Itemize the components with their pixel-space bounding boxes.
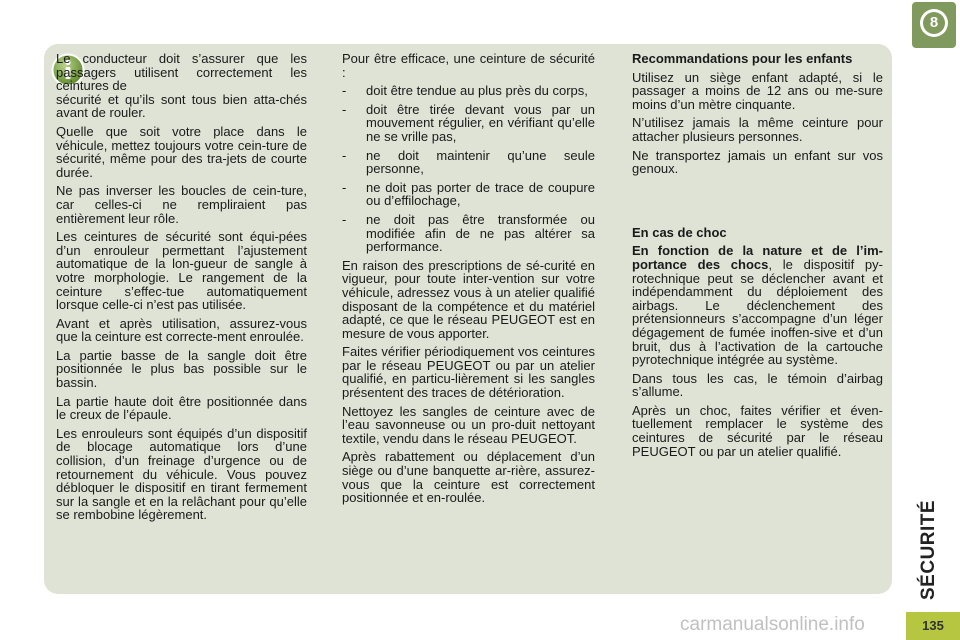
list-marker: - [342, 101, 347, 117]
bold-lead: En fonction de la nature et de l’im-portance des chocs [632, 243, 883, 272]
paragraph: Faites vérifier périodiquement vos ceintures par le réseau PEUGEOT ou par un atelier qualifié, en particu-lièrement si les sangles présentent des traces de détérioration. [342, 344, 595, 401]
list-marker: - [342, 211, 347, 227]
chapter-badge [912, 2, 956, 48]
paragraph-impact [632, 244, 883, 366]
list-item [342, 213, 595, 254]
paragraph: Ne pas inverser les boucles de cein-ture, car celles-ci ne rempliraient pas entièrement leur rôle. [56, 183, 307, 226]
chapter-circle [920, 9, 948, 37]
paragraph: Après un choc, faites vérifier et éven-tuellement remplacer le système des ceintures de sécurité par le réseau PEUGEOT ou par un atelier qualifié. [632, 402, 883, 459]
paragraph: N’utilisez jamais la même ceinture pour attacher plusieurs personnes. [632, 115, 883, 144]
list-marker: - [342, 179, 347, 195]
paragraph: La partie basse de la sangle doit être positionnée le plus bas possible sur le bassin. [56, 347, 307, 391]
page-number: 135 [906, 612, 960, 640]
requirements-list [342, 84, 595, 254]
list-intro: Pour être efficace, une ceinture de sécurité : [342, 51, 595, 80]
chapter-number: 8 [923, 12, 945, 34]
spacer [632, 181, 883, 226]
column-2 [342, 52, 595, 510]
list-item-text: ne doit maintenir qu’une seule personne, [366, 147, 595, 177]
intro-text: Le conducteur doit s’assurer que les passagers utilisent correctement les ceintures de [56, 51, 307, 94]
paragraph: Dans tous les cas, le témoin d’airbag s’allume. [632, 370, 883, 400]
list-item [342, 84, 595, 98]
paragraph: Nettoyez les sangles de ceinture avec de l’eau savonneuse ou un pro-duit nettoyant textile, vendu dans le réseau PEUGEOT. [342, 403, 595, 446]
paragraph: Les ceintures de sécurité sont équi-pées d’un enrouleur permettant l’ajustement automatique de la lon-gueur de sangle à votre morphologie. Le rangement de la ceinture s’effec-tue automatiquement lorsque celle-ci n’est pas utilisée. [56, 229, 307, 313]
column-1 [56, 52, 307, 527]
list-item-text: doit être tirée devant vous par un mouvement régulier, en vérifiant qu’elle ne se vrille pas, [366, 101, 595, 144]
heading-children: Recommandations pour les enfants [632, 51, 853, 66]
heading-impact: En cas de choc [632, 224, 727, 240]
paragraph: Ne transportez jamais un enfant sur vos genoux. [632, 147, 883, 177]
list-item-text: ne doit pas être transformée ou modifiée afin de ne pas altérer sa performance. [366, 211, 595, 255]
paragraph: La partie haute doit être positionnée dans le creux de l’épaule. [56, 393, 307, 423]
paragraph: Utilisez un siège enfant adapté, si le passager a moins de 12 ans ou me-sure moins d’un mètre cinquante. [632, 69, 883, 112]
watermark: carmanualsonline.info [680, 614, 865, 635]
list-item [342, 103, 595, 144]
paragraph: Les enrouleurs sont équipés d’un dispositif de blocage automatique lors d’une collision, d’un freinage d’urgence ou de retournement du véhicule. Vous pouvez débloquer le dispositif en tirant fermement sur la sangle et en la relâchant pour qu’elle se rembobine légèrement. [56, 425, 307, 523]
list-item-text: doit être tendue au plus près du corps, [366, 83, 588, 99]
list-marker: - [342, 147, 347, 163]
section-title: SÉCURITÉ [918, 499, 939, 600]
lead-rest: , le dispositif py-rotechnique peut se déclencher avant et indépendamment du déploiement des airbags. Le déclenchement des prétensionneurs s’accompagne d’un léger dégagement de fumée inoffen-sive et d’un bruit, dus à l’activation de la cartouche pyrotechnique intégrée au système. [632, 256, 883, 368]
list-item [342, 149, 595, 176]
list-item-text: ne doit pas porter de trace de coupure ou d’effilochage, [366, 179, 595, 209]
list-marker: - [342, 83, 347, 99]
paragraph: Après rabattement ou déplacement d’un siège ou d’une banquette ar-rière, assurez-vous que la ceinture est correctement positionnée et en-roulée. [342, 449, 595, 506]
column-3 [632, 52, 883, 463]
intro-rest: sécurité et qu’ils sont tous bien atta-chés avant de rouler. [56, 91, 307, 121]
paragraph: Quelle que soit votre place dans le véhicule, mettez toujours votre cein-ture de sécurité, même pour des tra-jets de courte durée. [56, 123, 307, 180]
paragraph: En raison des prescriptions de sé-curité en vigueur, pour toute inter-vention sur votre véhicule, adressez vous à un atelier qualifié disposant de la compétence et du matériel adapté, ce que le réseau PEUGEOT est en mesure de vous apporter. [342, 257, 595, 341]
list-item [342, 181, 595, 208]
paragraph: Avant et après utilisation, assurez-vous que la ceinture est correcte-ment enroulée. [56, 315, 307, 345]
